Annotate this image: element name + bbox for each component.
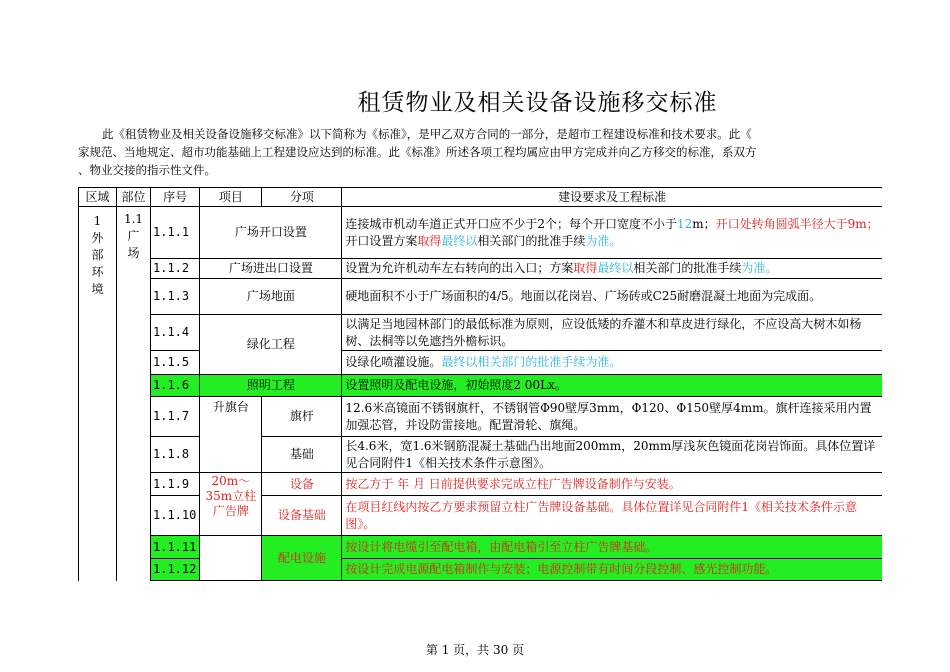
table-row bbox=[79, 259, 882, 279]
page-title: 租赁物业及相关设备设施移交标准 bbox=[357, 90, 718, 116]
intro-line-3: 、物业交接的指示性文件。 bbox=[78, 163, 216, 177]
seq-cell: 1.1.10 bbox=[151, 496, 200, 536]
flag-platform-cell: 升旗台 bbox=[200, 397, 262, 473]
sub-cell: 基础 bbox=[262, 437, 342, 473]
intro-line-1: 此《租赁物业及相关设备设施移交标准》以下简称为《标准》，是甲乙双方合同的一部分，是超市工程建设标准和技术要求。此《 bbox=[102, 127, 752, 141]
seq-cell: 1.1.8 bbox=[151, 437, 200, 473]
project-cell: 广场开口设置 bbox=[200, 207, 342, 259]
requirement-cell: 按设计将电缆引至配电箱，由配电箱引至立柱广告牌基础。 bbox=[342, 536, 882, 559]
table-row bbox=[79, 473, 882, 496]
requirement-cell: 在项目红线内按乙方要求预留立柱广告牌设备基础。具体位置详见合同附件1《相关技术条件示意图》。 bbox=[342, 496, 882, 536]
seq-cell: 1.1.7 bbox=[151, 397, 200, 437]
table-row bbox=[79, 207, 882, 259]
requirement-cell: 以满足当地园林部门的最低标准为原则，应设低矮的乔灌木和草皮进行绿化，不应设高大树木如杨树、法桐等以免遮挡外檐标识。 bbox=[342, 315, 882, 351]
table-row bbox=[79, 397, 882, 437]
header-project: 项目 bbox=[200, 188, 262, 207]
standards-table bbox=[78, 187, 882, 581]
intro-line-2: 家规范、当地规定、超市功能基础上工程建设应达到的标准。此《标准》所述各项工程均属应由甲方完成并向乙方移交的标准，系双方 bbox=[78, 145, 757, 159]
seq-cell: 1.1.2 bbox=[151, 259, 200, 279]
header-dept: 部位 bbox=[117, 188, 151, 207]
project-cell: 广场进出口设置 bbox=[200, 259, 342, 279]
table-row bbox=[79, 496, 882, 536]
requirement-cell: 长4.6米，宽1.6米钢筋混凝土基础凸出地面200mm，20mm厚浅灰色镜面花岗岩饰面。具体位置详见合同附件1《相关技术条件示意图》。 bbox=[342, 437, 882, 473]
table-row bbox=[79, 536, 882, 559]
page-footer: 第 1 页，共 30 页 bbox=[425, 643, 525, 657]
seq-cell: 1.1.4 bbox=[151, 315, 200, 351]
seq-cell: 1.1.11 bbox=[151, 536, 200, 559]
requirement-cell: 连接城市机动车道正式开口应不少于2个；每个开口宽度不小于12m；开口处转角圆弧半径大于9m；开口设置方案取得最终以相关部门的批准手续为准。 bbox=[342, 207, 882, 259]
requirement-cell: 按设计完成电源配电箱制作与安装；电源控制带有时间分段控制、感光控制功能。 bbox=[342, 559, 882, 581]
header-requirement: 建设要求及工程标准 bbox=[342, 188, 882, 207]
sub-cell: 配电设施 bbox=[262, 536, 342, 581]
requirement-cell: 硬地面积不小于广场面积的4/5。地面以花岗岩、广场砖或C25耐磨混凝土地面为完成面。 bbox=[342, 279, 882, 315]
empty-cell bbox=[200, 536, 262, 581]
header-seq: 序号 bbox=[151, 188, 200, 207]
seq-cell: 1.1.3 bbox=[151, 279, 200, 315]
sub-cell: 旗杆 bbox=[262, 397, 342, 437]
region-cell: 1 外 部 环 境 bbox=[79, 207, 117, 581]
table-row bbox=[79, 559, 882, 581]
seq-cell: 1.1.12 bbox=[151, 559, 200, 581]
table-row bbox=[79, 315, 882, 351]
billboard-cell: 20m～35m立柱广告牌 bbox=[200, 473, 262, 536]
seq-cell: 1.1.5 bbox=[151, 351, 200, 375]
sub-cell: 设备 bbox=[262, 473, 342, 496]
requirement-cell: 按乙方于 年 月 日前提供要求完成立柱广告牌设备制作与安装。 bbox=[342, 473, 882, 496]
requirement-cell: 设置照明及配电设施，初始照度2 00Lx。 bbox=[342, 375, 882, 397]
project-cell: 照明工程 bbox=[200, 375, 342, 397]
seq-cell: 1.1.9 bbox=[151, 473, 200, 496]
table-row bbox=[79, 437, 882, 473]
project-cell: 广场地面 bbox=[200, 279, 342, 315]
requirement-cell: 设绿化喷灌设施。最终以相关部门的批准手续为准。 bbox=[342, 351, 882, 375]
requirement-cell: 设置为允许机动车左右转向的出入口；方案取得最终以相关部门的批准手续为准。 bbox=[342, 259, 882, 279]
header-sub: 分项 bbox=[262, 188, 342, 207]
table-row bbox=[79, 351, 882, 375]
sub-cell: 设备基础 bbox=[262, 496, 342, 536]
header-region: 区域 bbox=[79, 188, 117, 207]
seq-cell: 1.1.6 bbox=[151, 375, 200, 397]
seq-cell: 1.1.1 bbox=[151, 207, 200, 259]
requirement-cell: 12.6米高镜面不锈钢旗杆，不锈钢管Φ90壁厚3mm，Φ120、Φ150壁厚4mm。旗杆连接采用内置加强芯管，并设防雷接地。配置滑轮、旗绳。 bbox=[342, 397, 882, 437]
table-row bbox=[79, 279, 882, 315]
intro-paragraph bbox=[78, 125, 873, 179]
project-cell: 绿化工程 bbox=[200, 315, 342, 375]
table-header-row bbox=[79, 188, 882, 207]
dept-cell: 1.1 广 场 bbox=[117, 207, 151, 581]
table-row bbox=[79, 375, 882, 397]
